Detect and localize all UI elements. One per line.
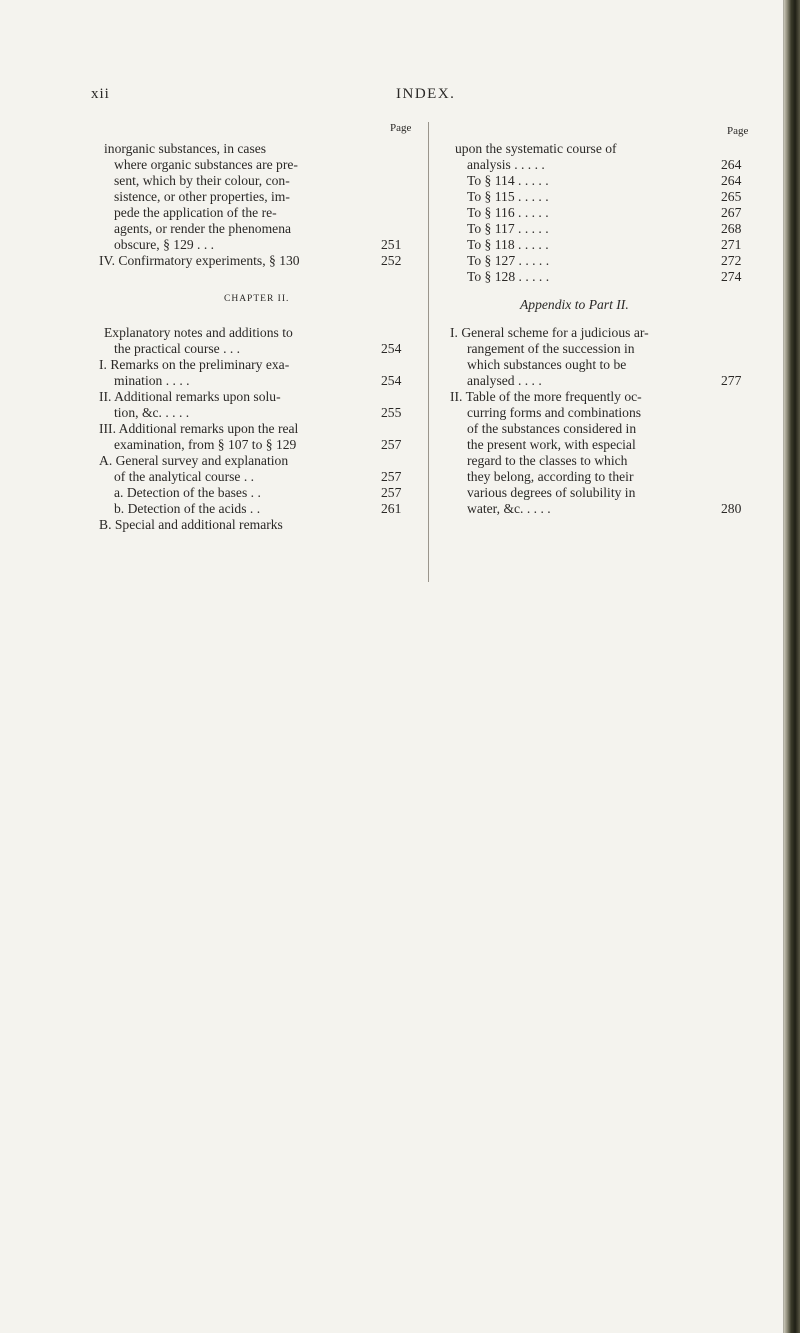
entry-line: II. Table of the more frequently oc- bbox=[450, 389, 642, 404]
entry-line: To § 127 . . . . . bbox=[467, 253, 550, 268]
entry-line: To § 128 . . . . . bbox=[467, 269, 550, 284]
entry-line: Explanatory notes and additions to bbox=[104, 325, 293, 340]
page-ref: 271 bbox=[721, 237, 742, 252]
entry-line: To § 117 . . . . . bbox=[467, 221, 549, 236]
page-ref: 257 bbox=[381, 437, 402, 452]
entry-line: of the substances considered in bbox=[467, 421, 637, 436]
entry-line: obscure, § 129 . . . bbox=[114, 237, 215, 252]
column-divider bbox=[428, 122, 429, 582]
entry-line: III. Additional remarks upon the real bbox=[99, 421, 299, 436]
entry-line: To § 118 . . . . . bbox=[467, 237, 549, 252]
entry-line: upon the systematic course of bbox=[455, 141, 617, 156]
appendix-heading: Appendix to Part II. bbox=[520, 297, 629, 312]
entry-line: the practical course . . . bbox=[114, 341, 241, 356]
entry-line: b. Detection of the acids . . bbox=[114, 501, 261, 516]
page-ref: 261 bbox=[381, 501, 402, 516]
entry-line: of the analytical course . . bbox=[114, 469, 255, 484]
page-ref: 254 bbox=[381, 341, 402, 356]
entry-line: the present work, with especial bbox=[467, 437, 636, 452]
page-ref: 264 bbox=[721, 173, 742, 188]
page-column-label: Page bbox=[727, 125, 749, 137]
entry-line: various degrees of solubility in bbox=[467, 485, 636, 500]
page-column-label: Page bbox=[390, 122, 412, 134]
page-number: xii bbox=[91, 86, 110, 102]
entry-line: mination . . . . bbox=[114, 373, 190, 388]
entry-line: water, &c. . . . . bbox=[467, 501, 551, 516]
entry-line: To § 116 . . . . . bbox=[467, 205, 549, 220]
page-ref: 252 bbox=[381, 253, 402, 268]
entry-line: sent, which by their colour, con- bbox=[114, 173, 290, 188]
entry-line: IV. Confirmatory experiments, § 130 bbox=[99, 253, 300, 268]
entry-line: To § 114 . . . . . bbox=[467, 173, 549, 188]
page-ref: 251 bbox=[381, 237, 402, 252]
entry-line: curring forms and combinations bbox=[467, 405, 642, 420]
entry-line: sistence, or other properties, im- bbox=[114, 189, 290, 204]
entry-line: To § 115 . . . . . bbox=[467, 189, 549, 204]
page-ref: 280 bbox=[721, 501, 742, 516]
page-ref: 277 bbox=[721, 373, 742, 388]
page-ref: 267 bbox=[721, 205, 742, 220]
page-ref: 264 bbox=[721, 157, 742, 172]
entry-line: analysed . . . . bbox=[467, 373, 542, 388]
entry-line: regard to the classes to which bbox=[467, 453, 628, 468]
entry-line: they belong, according to their bbox=[467, 469, 634, 484]
entry-line: where organic substances are pre- bbox=[114, 157, 298, 172]
entry-line: inorganic substances, in cases bbox=[104, 141, 267, 156]
page-ref: 272 bbox=[721, 253, 742, 268]
page-header bbox=[0, 86, 800, 106]
entry-line: B. Special and additional remarks bbox=[99, 517, 283, 532]
page-ref: 268 bbox=[721, 221, 742, 236]
running-title: INDEX. bbox=[396, 86, 456, 102]
page-ref: 274 bbox=[721, 269, 742, 284]
entry-line: pede the application of the re- bbox=[114, 205, 277, 220]
page-ref: 255 bbox=[381, 405, 402, 420]
page-ref: 257 bbox=[381, 469, 402, 484]
entry-line: examination, from § 107 to § 129 bbox=[114, 437, 297, 452]
chapter-heading: CHAPTER II. bbox=[224, 294, 290, 304]
book-binding bbox=[784, 0, 800, 1333]
page-ref: 265 bbox=[721, 189, 742, 204]
entry-line: tion, &c. . . . . bbox=[114, 405, 190, 420]
entry-line: agents, or render the phenomena bbox=[114, 221, 292, 236]
entry-line: analysis . . . . . bbox=[467, 157, 545, 172]
page-ref: 254 bbox=[381, 373, 402, 388]
page-ref: 257 bbox=[381, 485, 402, 500]
entry-line: which substances ought to be bbox=[467, 357, 627, 372]
entry-line: a. Detection of the bases . . bbox=[114, 485, 261, 500]
entry-line: I. General scheme for a judicious ar- bbox=[450, 325, 649, 340]
entry-line: II. Additional remarks upon solu- bbox=[99, 389, 281, 404]
entry-line: rangement of the succession in bbox=[467, 341, 635, 356]
entry-line: I. Remarks on the preliminary exa- bbox=[99, 357, 290, 372]
entry-line: A. General survey and explanation bbox=[99, 453, 289, 468]
